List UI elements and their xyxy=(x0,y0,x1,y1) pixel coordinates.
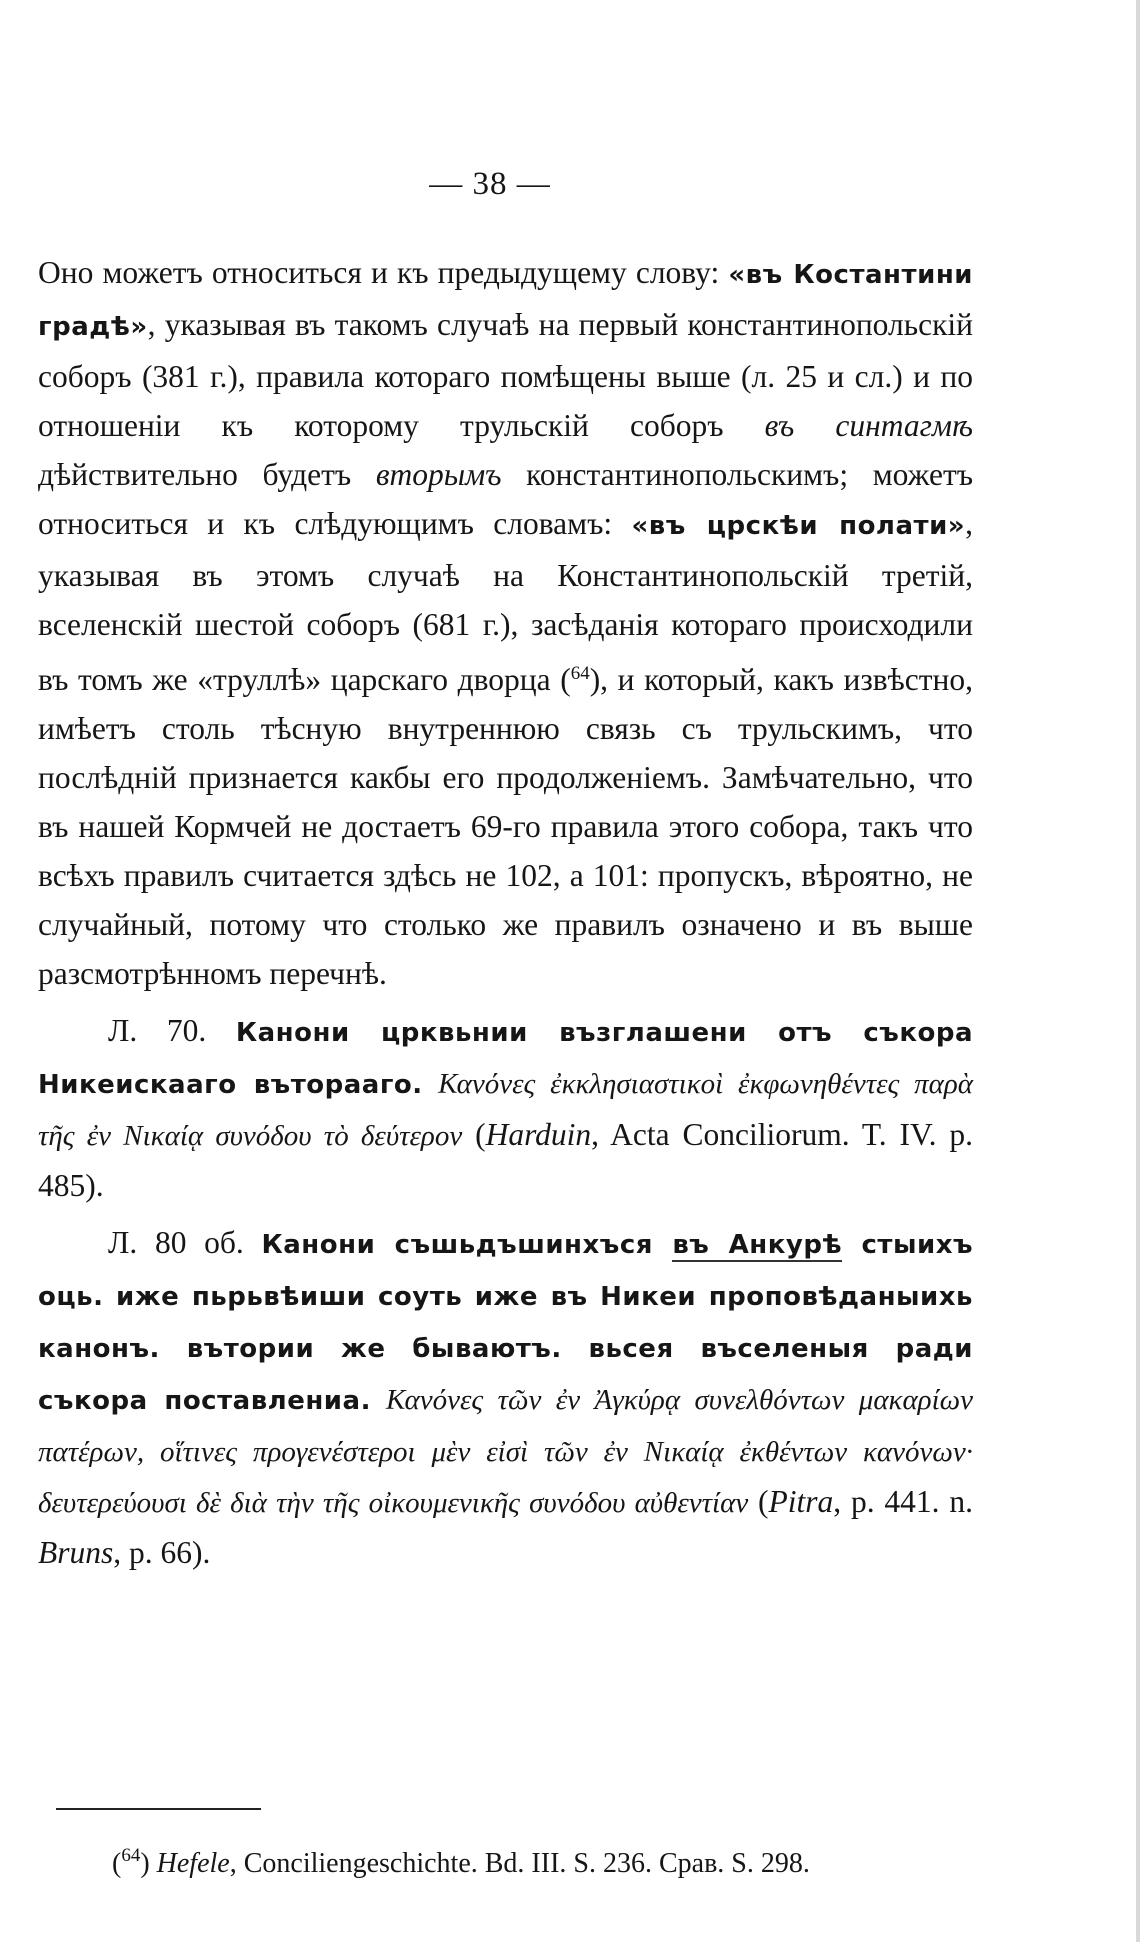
paragraph-3 xyxy=(38,1218,973,1577)
footnote-divider xyxy=(56,1808,261,1810)
text-run: Bruns xyxy=(38,1535,114,1570)
text-run: дѣйствительно будетъ xyxy=(38,457,376,492)
text-run: Л. 80 об. xyxy=(108,1225,262,1260)
main-text xyxy=(38,248,973,1577)
text-run: Канони съшьдъшинхъся xyxy=(261,1230,673,1260)
text-run: , указывая въ такомъ случаѣ на первый константинопольскій соборъ (381 г.), правила котораго помѣщены выше (л. 25 и сл.) и по отношеніи къ которому трульскій соборъ xyxy=(38,307,973,443)
text-run: , p. 441. n. xyxy=(833,1484,973,1519)
text-run: Pitra xyxy=(768,1484,834,1519)
text-run: стыихъ оць. иже пьрьвѣиши соуть иже въ Никеи проповѣданыихь канонъ. вътории же бываютъ. вьсея въселеныя ради съкора поставлениa. xyxy=(38,1230,974,1416)
text-run: въ синтагмѣ xyxy=(764,408,973,443)
paragraph-1 xyxy=(38,248,973,998)
text-run: «въ Костантини градѣ» xyxy=(38,260,973,342)
text-run: Harduin xyxy=(485,1117,592,1152)
text-run: , p. 66). xyxy=(113,1535,211,1570)
footnote xyxy=(112,1836,972,1884)
text-run: ( xyxy=(748,1484,769,1519)
text-run: Hefele xyxy=(156,1848,230,1879)
text-run: 64 xyxy=(121,1845,141,1866)
text-run: Κανόνες ἐκκλησιαστικοὶ ἐκφωνηθέντες παρὰ τῆς ἐν Νικαίᾳ συνόδου τὸ δεύτερον xyxy=(38,1068,974,1152)
text-run: вторымъ xyxy=(375,457,502,492)
text-run xyxy=(371,1381,386,1416)
text-run: въ Анкурѣ xyxy=(672,1230,843,1260)
text-run: константинопольскимъ; можетъ относиться и къ слѣдующимъ словамъ: xyxy=(38,457,973,541)
text-run: Л. 70. xyxy=(108,1013,236,1048)
text-run: Канони црквьнии възглашени отъ съкора Никеискааго вътораагo. xyxy=(38,1018,973,1100)
text-run xyxy=(423,1065,438,1100)
text-run: Оно можетъ относиться и къ предыдущему слову: xyxy=(38,255,729,290)
text-run: ( xyxy=(462,1117,486,1152)
text-run: 64 xyxy=(570,663,590,684)
page-number: — 38 — xyxy=(429,166,551,202)
text-run: , указывая въ этомъ случаѣ на Константинопольскій третій, вселенскій шестой соборъ (681 г.), засѣданія котораго происходили въ томъ же «труллѣ» царскаго дворца ( xyxy=(38,506,973,697)
text-run: «въ црскѣи полати» xyxy=(631,511,966,541)
text-run: Κανόνες τῶν ἐν Ἀγκύρᾳ συνελθόντων μακαρίων πατέρων, οἵτινες προγενέστεροι μὲν εἰσὶ τῶν ἐν Νικαίᾳ ἐκθέντων κανόνων· δευτερεύουσι δὲ διὰ τὴν τῆς οἰκουμενικῆς συνόδου αὐθεντίαν xyxy=(38,1384,974,1519)
text-run: ( xyxy=(112,1848,122,1879)
paragraph-2 xyxy=(38,1006,973,1210)
text-run: ) xyxy=(140,1848,157,1879)
page-edge xyxy=(1136,0,1140,1942)
text-run: ), и который, какъ извѣстно, имѣетъ столь тѣсную внутреннюю связь съ трульскимъ, что послѣдній признается какбы его продолженіемъ. Замѣчательно, что въ нашей Кормчей не достаетъ 69-го правила этого собора, такъ что всѣхъ правилъ считается здѣсь не 102, а 101: пропускъ, вѣроятно, не случайный, потому что столько же правилъ означено и въ выше разсмотрѣнномъ перечнѣ. xyxy=(38,662,973,991)
text-run: , Conciliengeschichte. Bd. III. S. 236. Срав. S. 298. xyxy=(229,1848,810,1879)
text-run: , Acta Conciliorum. T. IV. p. 485). xyxy=(38,1117,973,1203)
